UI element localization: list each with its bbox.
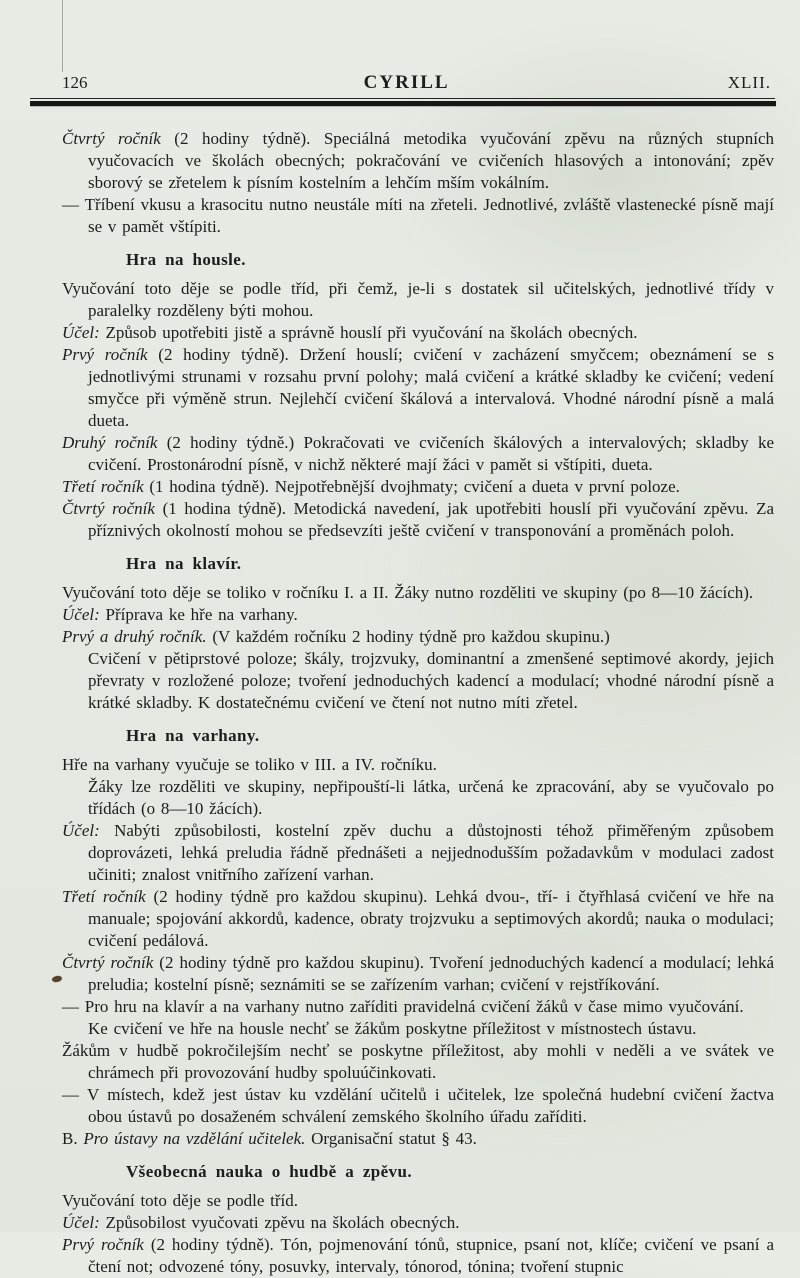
section-heading: Hra na varhany. [126, 726, 260, 745]
paragraph-text: Pro hru na klavír a na varhany nutno zaříditi pravidelná cvičení žáků v čase mimo vyučování. [84, 997, 744, 1016]
paragraph-text: Organisační statut § 43. [311, 1129, 477, 1148]
page-number: 126 [62, 73, 88, 92]
paragraph [62, 996, 774, 1018]
paragraph [62, 604, 774, 626]
paragraph [62, 776, 774, 820]
paragraph-prefix: B. [62, 1129, 84, 1148]
paragraph [62, 344, 774, 432]
paragraph-text: (1 hodina týdně). Metodická navedení, jak upotřebiti houslí při vyučování zpěvu. Za příznivých okolností mohou se předsevzíti ještě cvičení v transponování a proměnách poloh. [88, 499, 774, 540]
paragraph-text: Žáky lze rozděliti ve skupiny, nepřipouští-li látka, určená ke zpracování, aby se vyučovalo po třídách (o 8—10 žácích). [88, 777, 774, 818]
section-heading: Hra na klavír. [126, 554, 242, 573]
header-rule [30, 101, 776, 106]
paragraph-prefix: — [62, 195, 85, 214]
paragraph [62, 432, 774, 476]
paragraph-text: Způsob upotřebiti jistě a správně houslí při vyučování na školách obecných. [105, 323, 638, 342]
paragraph-lead: Čtvrtý ročník [62, 953, 160, 972]
paragraph-lead: Druhý ročník [62, 433, 167, 452]
paragraph [62, 1018, 774, 1040]
paragraph-text: Způsobilost vyučovati zpěvu na školách obecných. [105, 1213, 460, 1232]
paragraph-text: (2 hodiny týdně). Tón, pojmenování tónů, stupnice, psaní not, klíče; cvičení ve psaní a čtení not; odvozené tóny, posuvky, intervaly, tónorod, tónina; tvoření stupnic [88, 1235, 775, 1276]
paragraph-lead: Prvý ročník [62, 345, 159, 364]
running-header [30, 72, 775, 99]
paragraph-text: (V každém ročníku 2 hodiny týdně pro každou skupinu.) [212, 627, 610, 646]
paragraph-prefix: — [62, 997, 85, 1016]
journal-title: CYRILL [363, 72, 450, 93]
paragraph [62, 1234, 774, 1278]
paragraph-text: Nabýti způsobilosti, kostelní zpěv duchu a důstojnosti téhož přiměřeným způsobem doprovázeti, lehká preludia řádně přednášeti a nejjednodušším požadavkům v modulaci zadost učiniti; znalost vnitřního zařízení varhan. [88, 821, 774, 884]
paragraph-text: Tříbení vkusu a krasocitu nutno neustále míti na zřeteli. Jednotlivé, zvláště vlastenecké písně mají se v pamět vštípiti. [84, 195, 774, 236]
paragraph-text: Vyučování toto děje se podle tříd, při čemž, je-li s dostatek sil učitelských, jednotlivé třídy v paralelky rozděleny býti mohou. [62, 279, 774, 320]
paragraph [62, 1190, 774, 1212]
ink-speck [51, 975, 62, 983]
scan-crease-line [62, 0, 63, 72]
paragraph [62, 1128, 774, 1150]
section-heading: Hra na housle. [126, 250, 246, 269]
paragraph [62, 886, 774, 952]
paragraph-text: (2 hodiny týdně.) Pokračovati ve cvičeních škálových a intervalových; skladby ke cvičení. Prostonárodní písně, v nichž některé mají žáci v pamět si vštípiti, dueta. [88, 433, 774, 474]
paragraph-text: Žákům v hudbě pokročilejším nechť se poskytne příležitost, aby mohli v neděli a ve svátek ve chrámech při provozování hudby spoluúčinkovati. [62, 1041, 774, 1082]
paragraph-text: (2 hodiny týdně pro každou skupinu). Lehká dvou-, tří- i čtyřhlasá cvičení ve hře na manuale; spojování akkordů, kadence, obraty trojzvuku a septimových akordů; nauka o modulaci; cvičení pedálová. [88, 887, 774, 950]
paragraph-lead: Účel: [62, 323, 106, 342]
paragraph-prefix: — [62, 1085, 87, 1104]
paragraph-lead: Třetí ročník [62, 887, 154, 906]
paragraph [62, 128, 774, 194]
paragraph-lead: Čtvrtý ročník [62, 499, 163, 518]
paragraph-text: Cvičení v pětiprstové poloze; škály, trojzvuky, dominantní a zmenšené septimové akordy, jejich převraty v rozložené poloze; tvoření jednoduchých kadencí a modulací; vhodné národní písně a krátké skladby. K dostatečnému cvičení ve čtení not nutno míti zřetel. [88, 649, 774, 712]
paragraph-lead: Účel: [62, 821, 115, 840]
paragraph-text: V místech, kdež jest ústav ku vzdělání učitelů i učitelek, lze společná hudební cvičení žactva obou ústavů po dosaženém schválení zemského školního úřadu zaříditi. [87, 1085, 774, 1126]
paragraph-lead: Účel: [62, 1213, 106, 1232]
paragraph [62, 952, 774, 996]
paragraph-text: Vyučování toto děje se toliko v ročníku I. a II. Žáky nutno rozděliti ve skupiny (po 8—10 žácích). [62, 583, 754, 602]
paragraph [62, 278, 774, 322]
paragraph [62, 476, 774, 498]
paragraph-text: Hře na varhany vyučuje se toliko v III. a IV. ročníku. [62, 755, 437, 774]
paragraph-text: (2 hodiny týdně). Speciálná metodika vyučování zpěvu na různých stupních vyučovacích ve školách obecných; pokračování ve cvičeních hlasových a intonování; zpěv sborový se zřetelem k písním kostelním a lehčím mším vokálním. [88, 129, 775, 192]
paragraph-text: Ke cvičení ve hře na housle nechť se žákům poskytne příležitost v místnostech ústavu. [88, 1019, 697, 1038]
paragraph-lead: Čtvrtý ročník [62, 129, 175, 148]
paragraph-text: (2 hodiny týdně). Držení houslí; cvičení v zacházení smyčcem; obeznámení se s jednotlivými strunami v rozsahu první polohy; malá cvičení a krátké skladby ke cvičení; vedení smyčce při výměně strun. Nejlehčí cvičení škálová a intervalová. Vhodné národní písně a malá dueta. [88, 345, 774, 430]
paragraph-lead: Třetí ročník [62, 477, 150, 496]
paragraph [62, 626, 774, 648]
paragraph [62, 1040, 774, 1084]
paragraph [62, 1084, 774, 1128]
paragraph [62, 582, 774, 604]
paragraph-text: (2 hodiny týdně pro každou skupinu). Tvoření jednoduchých kadencí a modulací; lehká preludia; kostelní písně; seznámiti se se zařízením varhan; cvičení v rejstříkování. [88, 953, 774, 994]
paragraph-lead: Pro ústavy na vzdělání učitelek. [83, 1129, 312, 1148]
paragraph-lead: Prvý ročník [62, 1235, 151, 1254]
paragraph [62, 648, 774, 714]
paragraph-lead: Účel: [62, 605, 106, 624]
paragraph-lead: Prvý a druhý ročník. [62, 627, 213, 646]
paragraph [62, 498, 774, 542]
paragraph [62, 1212, 774, 1234]
paragraph [62, 322, 774, 344]
volume-number: XLII. [727, 73, 771, 92]
paragraph [62, 194, 774, 238]
text-blocks [62, 128, 774, 1278]
paragraph-text: Příprava ke hře na varhany. [105, 605, 298, 624]
paragraph-text: (1 hodina týdně). Nejpotřebnější dvojhmaty; cvičení a dueta v první poloze. [149, 477, 680, 496]
paragraph [62, 754, 774, 776]
paragraph-text: Vyučování toto děje se podle tříd. [62, 1191, 299, 1210]
paragraph [62, 820, 774, 886]
section-heading: Všeobecná nauka o hudbě a zpěvu. [126, 1162, 412, 1181]
